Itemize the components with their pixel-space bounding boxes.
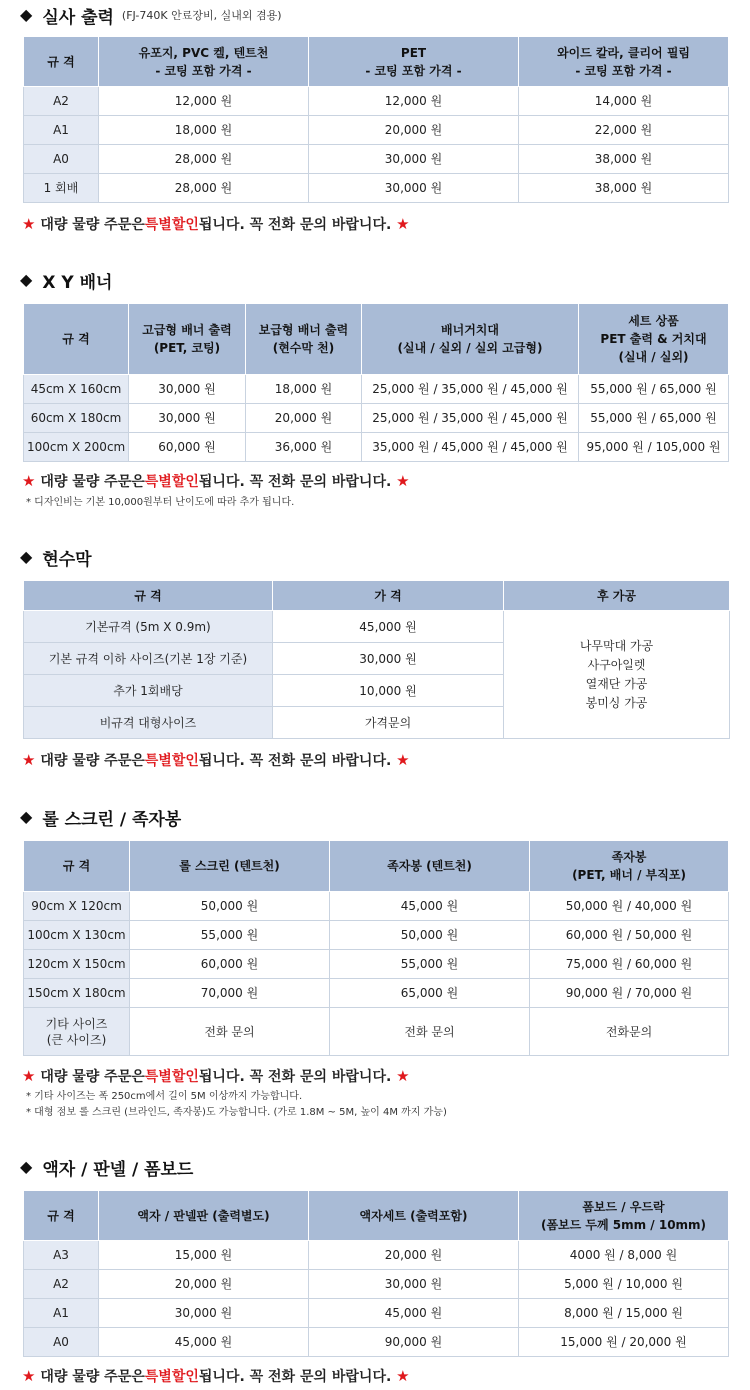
price-cell: 전화 문의	[130, 1008, 330, 1056]
post-processing-item: 나무막대 가공	[579, 638, 654, 653]
notice-highlight: 할인	[171, 1069, 199, 1085]
price-cell: 30,000 원	[129, 375, 246, 404]
header-cell: 가 격	[273, 581, 504, 611]
spec-cell: A0	[24, 145, 99, 174]
header-cell: 규 격	[24, 37, 99, 87]
section-title-xy-banner	[20, 268, 112, 292]
table-row	[24, 892, 729, 921]
section-title-roll-screen	[20, 805, 181, 829]
price-cell: 28,000 원	[99, 145, 309, 174]
header-cell: 족자봉 (텐트천)	[330, 841, 530, 892]
notice-highlight: 할인	[171, 217, 199, 233]
notice-highlight: 특별	[144, 217, 172, 233]
spec-cell: 추가 1회배당	[24, 675, 273, 707]
notice-text: 됩니다. 꼭 전화 문의 바랍니다.	[198, 217, 392, 233]
star-icon: ★	[396, 472, 410, 490]
star-icon: ★	[396, 215, 410, 233]
star-icon: ★	[22, 472, 36, 490]
price-cell: 95,000 원 / 105,000 원	[579, 433, 729, 462]
price-cell: 75,000 원 / 60,000 원	[530, 950, 729, 979]
notice-highlight: 특별	[144, 1369, 172, 1385]
price-cell: 가격문의	[273, 707, 504, 739]
bulk-order-notice	[22, 471, 410, 491]
star-icon: ★	[396, 751, 410, 769]
large-print-price-table	[23, 36, 729, 203]
price-cell: 45,000 원	[309, 1299, 519, 1328]
price-cell: 20,000 원	[99, 1270, 309, 1299]
price-cell: 30,000 원	[273, 643, 504, 675]
roll-screen-price-table	[23, 840, 729, 1056]
header-cell: 규 격	[24, 841, 130, 892]
header-cell: 폼보드 / 우드락 (폼보드 두께 5mm / 10mm)	[519, 1191, 729, 1241]
table-header-row	[24, 1191, 729, 1241]
table-row	[24, 1328, 729, 1357]
header-cell: 유포지, PVC 켈, 텐트천 - 코팅 포함 가격 -	[99, 37, 309, 87]
price-cell: 90,000 원	[309, 1328, 519, 1357]
header-cell: 액자 / 판넬판 (출력별도)	[99, 1191, 309, 1241]
price-cell: 30,000 원	[309, 1270, 519, 1299]
section-title-text: X Y 배너	[42, 272, 113, 293]
table-row	[24, 404, 729, 433]
price-cell: 18,000 원	[246, 375, 362, 404]
price-cell: 25,000 원 / 35,000 원 / 45,000 원	[362, 375, 579, 404]
price-cell: 15,000 원 / 20,000 원	[519, 1328, 729, 1357]
price-cell: 55,000 원	[330, 950, 530, 979]
notice-text: 됩니다. 꼭 전화 문의 바랍니다.	[198, 753, 392, 769]
price-cell: 30,000 원	[129, 404, 246, 433]
header-cell: 액자세트 (출력포함)	[309, 1191, 519, 1241]
spec-cell: 비규격 대형사이즈	[24, 707, 273, 739]
table-row	[24, 116, 729, 145]
notice-text: 대량 물량 주문은	[40, 1369, 145, 1385]
price-cell: 60,000 원	[130, 950, 330, 979]
price-cell: 28,000 원	[99, 174, 309, 203]
price-cell: 22,000 원	[519, 116, 729, 145]
price-cell: 70,000 원	[130, 979, 330, 1008]
section-title-text: 현수막	[42, 549, 92, 570]
star-icon: ★	[396, 1367, 410, 1385]
notice-text: 됩니다. 꼭 전화 문의 바랍니다.	[198, 1069, 392, 1085]
price-cell: 20,000 원	[309, 1241, 519, 1270]
header-cell: 배너거치대 (실내 / 실외 / 실외 고급형)	[362, 304, 579, 375]
table-row	[24, 1008, 729, 1056]
header-cell: 세트 상품 PET 출력 & 거치대 (실내 / 실외)	[579, 304, 729, 375]
table-row	[24, 1299, 729, 1328]
spec-cell: 150cm X 180cm	[24, 979, 130, 1008]
price-cell: 45,000 원	[330, 892, 530, 921]
spec-cell: 120cm X 150cm	[24, 950, 130, 979]
price-cell: 60,000 원	[129, 433, 246, 462]
spec-cell: 90cm X 120cm	[24, 892, 130, 921]
bulk-order-notice	[22, 1366, 410, 1386]
price-cell: 65,000 원	[330, 979, 530, 1008]
section-title-text: 액자 / 판넬 / 폼보드	[42, 1159, 194, 1180]
header-cell: 고급형 배너 출력 (PET, 코팅)	[129, 304, 246, 375]
bulk-order-notice	[22, 214, 410, 234]
header-cell: 후 가공	[504, 581, 730, 611]
table-row	[24, 921, 729, 950]
price-cell: 12,000 원	[309, 87, 519, 116]
header-cell: 규 격	[24, 304, 129, 375]
price-cell: 18,000 원	[99, 116, 309, 145]
bulk-order-notice	[22, 750, 410, 770]
price-cell: 30,000 원	[99, 1299, 309, 1328]
table-row	[24, 950, 729, 979]
table-row	[24, 1241, 729, 1270]
footnote: * 대형 점보 롤 스크린 (브라인드, 족자봉)도 가능합니다. (가로 1.8M ~ 5M, 높이 4M 까지 가능)	[26, 1107, 447, 1118]
spec-cell: A2	[24, 1270, 99, 1299]
bulk-order-notice	[22, 1066, 410, 1086]
price-cell: 50,000 원	[330, 921, 530, 950]
price-cell: 15,000 원	[99, 1241, 309, 1270]
price-cell: 45,000 원	[99, 1328, 309, 1357]
price-cell: 45,000 원	[273, 611, 504, 643]
spec-cell: A1	[24, 1299, 99, 1328]
spec-cell: 45cm X 160cm	[24, 375, 129, 404]
notice-highlight: 특별	[144, 753, 172, 769]
price-cell: 30,000 원	[309, 174, 519, 203]
notice-text: 대량 물량 주문은	[40, 217, 145, 233]
price-cell: 60,000 원 / 50,000 원	[530, 921, 729, 950]
header-cell: 와이드 칼라, 클리어 필림 - 코팅 포함 가격 -	[519, 37, 729, 87]
table-row	[24, 145, 729, 174]
spec-cell: 100cm X 200cm	[24, 433, 129, 462]
post-processing-item: 사구아일렛	[587, 657, 646, 672]
price-cell: 20,000 원	[246, 404, 362, 433]
notice-highlight: 할인	[171, 753, 199, 769]
spec-cell: 기본규격 (5m X 0.9m)	[24, 611, 273, 643]
price-cell: 50,000 원 / 40,000 원	[530, 892, 729, 921]
table-row	[24, 1270, 729, 1299]
star-icon: ★	[22, 215, 36, 233]
diamond-bullet-icon: ◆	[20, 1157, 33, 1176]
price-cell: 38,000 원	[519, 174, 729, 203]
spec-cell: 100cm X 130cm	[24, 921, 130, 950]
price-cell: 55,000 원 / 65,000 원	[579, 375, 729, 404]
post-processing-item: 봉미싱 가공	[585, 695, 648, 710]
header-cell: 규 격	[24, 581, 273, 611]
diamond-bullet-icon: ◆	[20, 547, 33, 566]
price-cell: 14,000 원	[519, 87, 729, 116]
section-title-large-print	[20, 3, 281, 27]
header-cell: PET - 코팅 포함 가격 -	[309, 37, 519, 87]
notice-text: 대량 물량 주문은	[40, 474, 145, 490]
diamond-bullet-icon: ◆	[20, 807, 33, 826]
price-cell: 8,000 원 / 15,000 원	[519, 1299, 729, 1328]
section-title-banner	[20, 545, 92, 569]
price-cell: 20,000 원	[309, 116, 519, 145]
spec-cell: A2	[24, 87, 99, 116]
frame-panel-price-table	[23, 1190, 729, 1357]
table-row	[24, 87, 729, 116]
table-row	[24, 433, 729, 462]
header-cell: 롤 스크린 (텐트천)	[130, 841, 330, 892]
spec-cell: A1	[24, 116, 99, 145]
table-row	[24, 375, 729, 404]
post-processing-item: 열재단 가공	[585, 676, 648, 691]
price-cell: 90,000 원 / 70,000 원	[530, 979, 729, 1008]
table-row	[24, 174, 729, 203]
price-cell: 55,000 원 / 65,000 원	[579, 404, 729, 433]
notice-highlight: 특별	[144, 1069, 172, 1085]
spec-cell: 기본 규격 이하 사이즈(기본 1장 기준)	[24, 643, 273, 675]
spec-cell: 1 회배	[24, 174, 99, 203]
price-cell: 25,000 원 / 35,000 원 / 45,000 원	[362, 404, 579, 433]
spec-cell: A0	[24, 1328, 99, 1357]
table-row	[24, 979, 729, 1008]
table-header-row	[24, 841, 729, 892]
spec-cell: A3	[24, 1241, 99, 1270]
price-cell: 38,000 원	[519, 145, 729, 174]
table-header-row	[24, 304, 729, 375]
price-cell: 전화 문의	[330, 1008, 530, 1056]
price-cell: 10,000 원	[273, 675, 504, 707]
footnote: * 기타 사이즈는 폭 250cm에서 길이 5M 이상까지 가능합니다.	[26, 1091, 303, 1102]
star-icon: ★	[22, 751, 36, 769]
notice-text: 됩니다. 꼭 전화 문의 바랍니다.	[198, 1369, 392, 1385]
section-title-text: 실사 출력	[42, 7, 114, 28]
post-processing-cell	[504, 611, 730, 739]
section-subtitle: (FJ-740K 안료장비, 실내외 겸용)	[121, 9, 282, 22]
spec-cell: 기타 사이즈 (큰 사이즈)	[24, 1008, 130, 1056]
price-cell: 50,000 원	[130, 892, 330, 921]
table-header-row	[24, 581, 730, 611]
spec-cell: 60cm X 180cm	[24, 404, 129, 433]
xy-banner-price-table	[23, 303, 729, 462]
section-title-text: 롤 스크린 / 족자봉	[42, 809, 182, 830]
price-cell: 4000 원 / 8,000 원	[519, 1241, 729, 1270]
header-cell: 규 격	[24, 1191, 99, 1241]
price-cell: 35,000 원 / 45,000 원 / 45,000 원	[362, 433, 579, 462]
star-icon: ★	[396, 1067, 410, 1085]
table-header-row	[24, 37, 729, 87]
price-cell: 5,000 원 / 10,000 원	[519, 1270, 729, 1299]
notice-text: 됩니다. 꼭 전화 문의 바랍니다.	[198, 474, 392, 490]
notice-highlight: 할인	[171, 1369, 199, 1385]
price-cell: 30,000 원	[309, 145, 519, 174]
header-cell: 족자봉 (PET, 배너 / 부직포)	[530, 841, 729, 892]
diamond-bullet-icon: ◆	[20, 5, 33, 24]
star-icon: ★	[22, 1067, 36, 1085]
banner-price-table	[23, 580, 730, 739]
header-cell: 보급형 배너 출력 (현수막 천)	[246, 304, 362, 375]
notice-highlight: 특별	[144, 474, 172, 490]
price-cell: 36,000 원	[246, 433, 362, 462]
diamond-bullet-icon: ◆	[20, 270, 33, 289]
price-cell: 12,000 원	[99, 87, 309, 116]
notice-text: 대량 물량 주문은	[40, 1069, 145, 1085]
notice-text: 대량 물량 주문은	[40, 753, 145, 769]
price-cell: 전화문의	[530, 1008, 729, 1056]
price-cell: 55,000 원	[130, 921, 330, 950]
star-icon: ★	[22, 1367, 36, 1385]
footnote: * 디자인비는 기본 10,000원부터 난이도에 따라 추가 됩니다.	[26, 497, 295, 508]
notice-highlight: 할인	[171, 474, 199, 490]
section-title-frame-panel	[20, 1155, 193, 1179]
table-row	[24, 611, 730, 643]
